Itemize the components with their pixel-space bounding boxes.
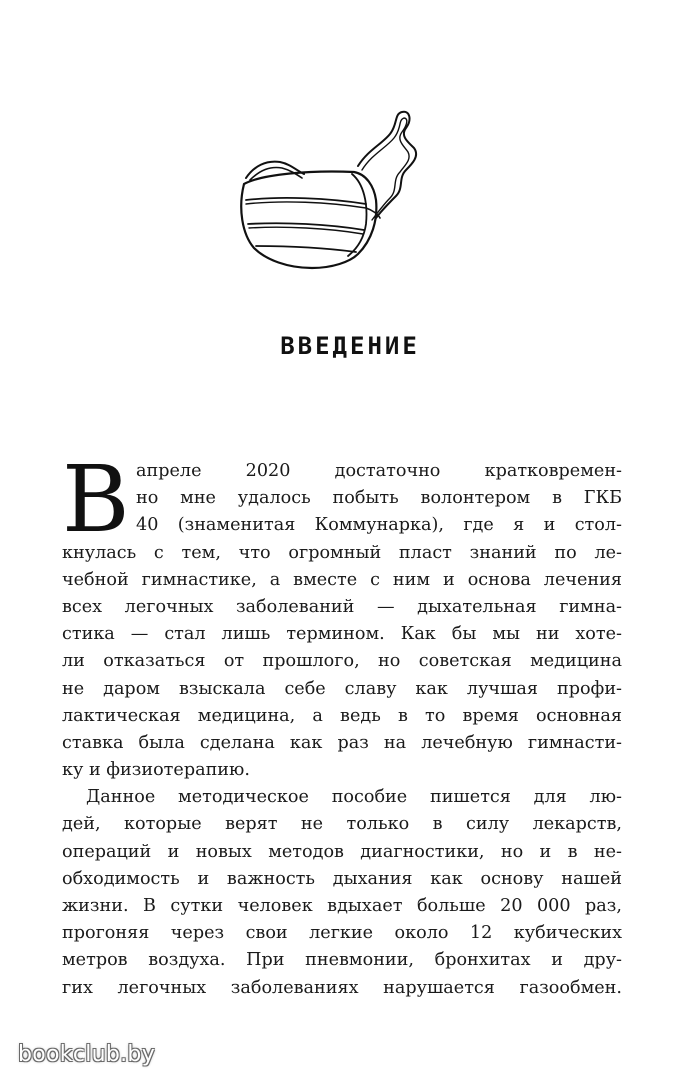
drop-cap: В xyxy=(62,446,130,553)
text-line: гих легочных заболеваниях нарушается газообмен. xyxy=(62,977,622,998)
text-line: ку и физиотерапию. xyxy=(62,760,250,781)
text-line: прогоняя через свои легкие около 12 кубических xyxy=(62,923,622,944)
body-text xyxy=(62,446,622,1002)
text-line: стика — стал лишь термином. Как бы мы ни хоте- xyxy=(62,624,622,645)
text-line: метров воздуха. При пневмонии, бронхитах и дру- xyxy=(62,950,622,971)
text-line: апреле 2020 достаточно кратковремен- xyxy=(136,461,622,481)
text-line: но мне удалось побыть волонтером в ГКБ xyxy=(136,488,622,509)
text-line: ли отказаться от прошлого, но советская медицина xyxy=(62,651,622,672)
paragraph-1 xyxy=(62,446,622,784)
text-line: не даром взыскала себе славу как лучшая профи- xyxy=(62,678,622,699)
text-line: всех легочных заболеваний — дыхательная гимна- xyxy=(62,596,622,617)
text-line: жизни. В сутки человек вдыхает больше 20 000 раз, xyxy=(62,896,622,916)
text-line: обходимость и важность дыхания как основу нашей xyxy=(62,868,622,889)
text-line: лактическая медицина, а ведь в то время основная xyxy=(62,705,622,726)
medical-mask-icon xyxy=(232,104,422,272)
paragraph-2 xyxy=(62,784,622,1002)
watermark: bookclub.by xyxy=(18,1042,156,1067)
text-line: чебной гимнастике, а вместе с ним и основа лечения xyxy=(62,569,622,590)
text-line: дей, которые верят не только в силу лекарств, xyxy=(62,814,622,835)
text-line: ставка была сделана как раз на лечебную гимнасти- xyxy=(62,732,622,753)
text-line: 40 (знаменитая Коммунарка), где я и стол- xyxy=(136,515,622,536)
text-line: Данное методическое пособие пишется для лю- xyxy=(86,787,622,808)
chapter-title: ВВЕДЕНИЕ xyxy=(280,332,420,360)
text-line: операций и новых методов диагностики, но и в не- xyxy=(62,841,622,862)
text-line: кнулась с тем, что огромный пласт знаний по ле- xyxy=(62,542,622,563)
